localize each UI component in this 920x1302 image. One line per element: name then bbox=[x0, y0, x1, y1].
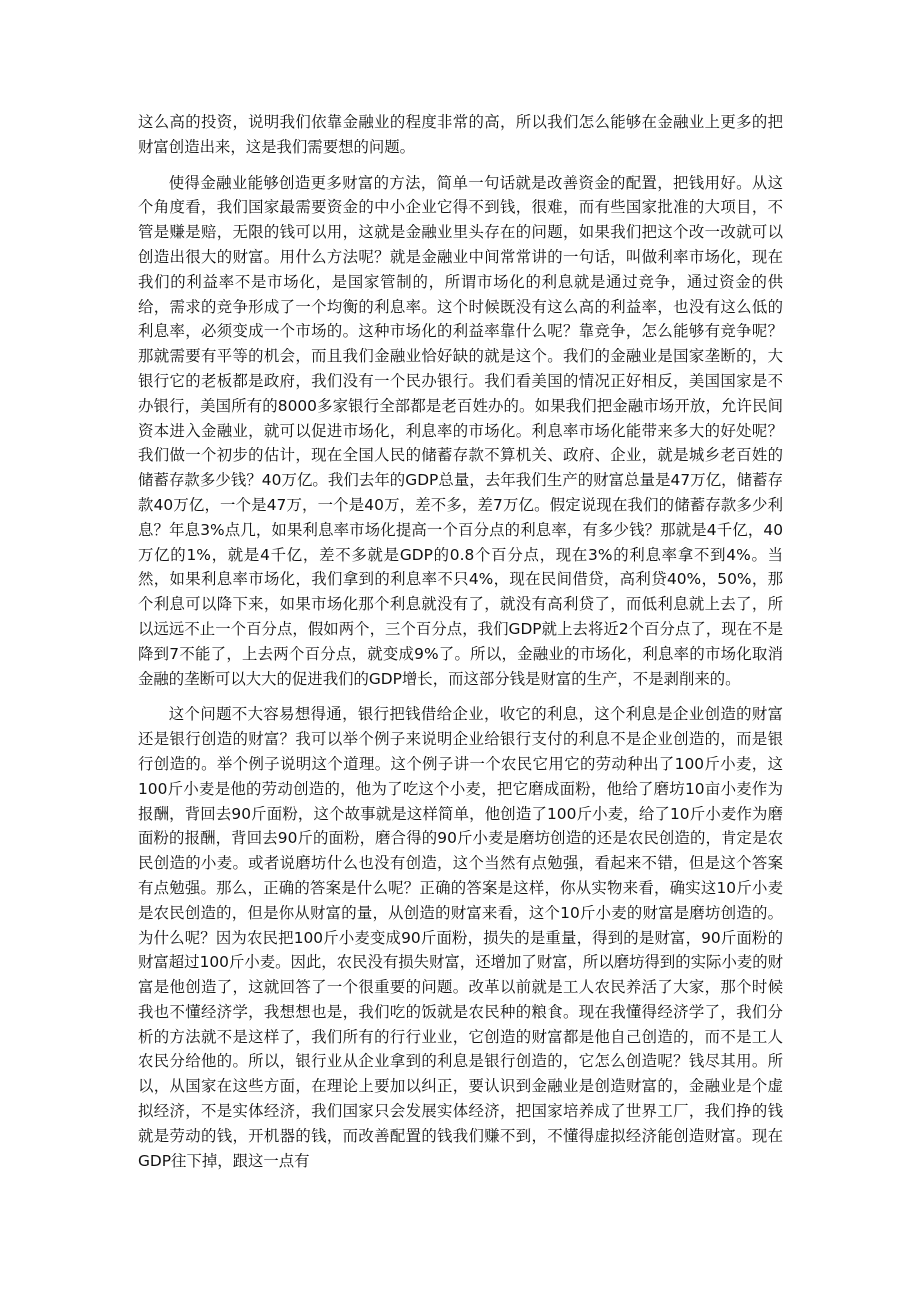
document-body bbox=[138, 110, 783, 1184]
paragraph-interest-rate-marketization: 使得金融业能够创造更多财富的方法，简单一句话就是改善资金的配置，把钱用好。从这个角度看，我们国家最需要资金的中小企业它得不到钱，很难，而有些国家批准的大项目，不管是赚是赔，无限的钱可以用，这就是金融业里头存在的问题，如果我们把这个改一改就可以创造出很大的财富。用什么方法呢？就是金融业中间常常讲的一句话，叫做利率市场化，现在我们的利益率不是市场化，是国家管制的，所谓市场化的利息就是通过竞争，通过资金的供给，需求的竞争形成了一个均衡的利息率。这个时候既没有这么高的利益率，也没有这么低的利息率，必须变成一个市场的。这种市场化的利益率靠什么呢？靠竞争，怎么能够有竞争呢？那就需要有平等的机会，而且我们金融业恰好缺的就是这个。我们的金融业是国家垄断的，大银行它的老板都是政府，我们没有一个民办银行。我们看美国的情况正好相反，美国国家是不办银行，美国所有的8000多家银行全部都是老百姓办的。如果我们把金融市场开放，允许民间资本进入金融业，就可以促进市场化，利息率的市场化。利息率市场化能带来多大的好处呢？我们做一个初步的估计，现在全国人民的储蓄存款不算机关、政府、企业，就是城乡老百姓的储蓄存款多少钱？40万亿。我们去年的GDP总量，去年我们生产的财富总量是47万亿，储蓄存款40万亿，一个是47万，一个是40万，差不多，差7万亿。假定说现在我们的储蓄存款多少利息？年息3%点几，如果利息率市场化提高一个百分点的利息率，有多少钱？那就是4千亿，40万亿的1%，就是4千亿，差不多就是GDP的0.8个百分点，现在3%的利息率拿不到4%。当然，如果利息率市场化，我们拿到的利息率不只4%，现在民间借贷，高利贷40%，50%，那个利息可以降下来，如果市场化那个利息就没有了，就没有高利贷了，而低利息就上去了，所以远远不止一个百分点，假如两个，三个百分点，我们GDP就上去将近2个百分点了，现在不是降到7不能了，上去两个百分点，就变成9%了。所以，金融业的市场化，利息率的市场化取消金融的垄断可以大大的促进我们的GDP增长，而这部分钱是财富的生产，不是剥削来的。 bbox=[138, 173, 783, 688]
paragraph-bank-wealth-example: 这个问题不大容易想得通，银行把钱借给企业，收它的利息，这个利息是企业创造的财富还是银行创造的财富？我可以举个例子来说明企业给银行支付的利息不是企业创造的，而是银行创造的。举个例子说明这个道理。这个例子讲一个农民它用它的劳动种出了100斤小麦，这100斤小麦是他的劳动创造的，他为了吃这个小麦，把它磨成面粉，他给了磨坊10亩小麦作为报酬，背回去90斤面粉，这个故事就是这样简单，他创造了100斤小麦，给了10斤小麦作为磨面粉的报酬，背回去90斤的面粉，磨合得的90斤小麦是磨坊创造的还是农民创造的，肯定是农民创造的小麦。或者说磨坊什么也没有创造，这个当然有点勉强，看起来不错，但是这个答案有点勉强。那么，正确的答案是什么呢？正确的答案是这样，你从实物来看，确实这10斤小麦是农民创造的，但是你从财富的量，从创造的财富来看，这个10斤小麦的财富是磨坊创造的。为什么呢？因为农民把100斤小麦变成90斤面粉，损失的是重量，得到的是财富，90斤面粉的财富超过100斤小麦。因此，农民没有损失财富，还增加了财富，所以磨坊得到的实际小麦的财富是他创造了，这就回答了一个很重要的问题。改革以前就是工人农民养活了大家，那个时候我也不懂经济学，我想想也是，我们吃的饭就是农民种的粮食。现在我懂得经济学了，我们分析的方法就不是这样了，我们所有的行行业业，它创造的财富都是他自己创造的，而不是工人农民分给他的。所以，银行业从企业拿到的利息是银行创造的，它怎么创造呢？钱尽其用。所以，从国家在这些方面，在理论上要加以纠正，要认识到金融业是创造财富的，金融业是个虚拟经济，不是实体经济，我们国家只会发展实体经济，把国家培养成了世界工厂，我们挣的钱就是劳动的钱，开机器的钱，而改善配置的钱我们赚不到，不懂得虚拟经济能创造财富。现在GDP往下掉，跟这一点有 bbox=[138, 705, 784, 1170]
paragraph-continuation: 这么高的投资，说明我们依靠金融业的程度非常的高，所以我们怎么能够在金融业上更多的把财富创造出来，这是我们需要想的问题。 bbox=[138, 113, 783, 156]
